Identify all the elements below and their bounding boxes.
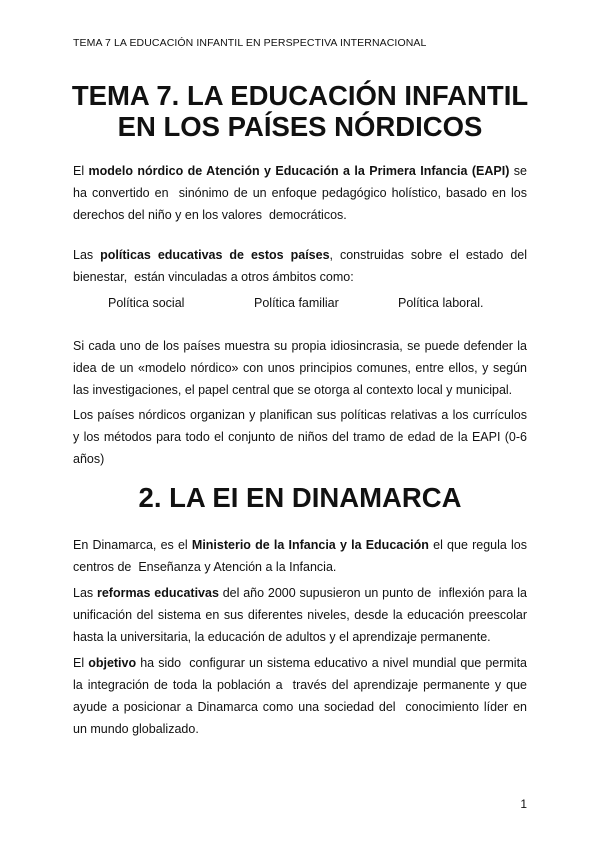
paragraph-ministry <box>73 534 531 578</box>
paragraph-curricula: Los países nórdicos organizan y planifican sus políticas relativas a los currículos y los métodos para todo el conjunto de niños del tramo de edad de la EAPI (0-6 años) <box>73 408 527 466</box>
p7-bold: objetivo <box>88 656 137 670</box>
p5-text-a: En Dinamarca, es el <box>73 538 192 552</box>
p7-text-c: ha sido configurar un sistema educativo a nivel mundial que permita la integración de toda la población a través del aprendizaje permanente y que ayude a posicionar a Dinamarca como una sociedad del conocimiento líder en un mundo globalizado. <box>73 656 531 736</box>
paragraph-eapi <box>73 160 531 226</box>
paragraph-policies <box>73 244 531 288</box>
p6-bold: reformas educativas <box>96 586 219 600</box>
title-line-1: TEMA 7. LA EDUCACIÓN INFANTIL <box>71 80 529 111</box>
policy-item-social: Política social <box>108 296 185 310</box>
p5-bold: Ministerio de la Infancia y la Educación <box>191 538 429 552</box>
p5-text-c: el que regula los centros de Enseñanza y Atención a la Infancia. <box>73 538 531 574</box>
p2-text-c: , construidas sobre el estado del bienestar, están vinculadas a otros ámbitos como: <box>73 248 531 284</box>
page-title <box>60 80 540 142</box>
p1-bold: modelo nórdico de Atención y Educación a la Primera Infancia (EAPI) <box>88 164 510 178</box>
page-number: 1 <box>520 797 527 811</box>
title-line-2: EN LOS PAÍSES NÓRDICOS <box>117 111 483 142</box>
p7-text-a: El <box>73 656 89 670</box>
paragraph-nordic-model: Si cada uno de los países muestra su propia idiosincrasia, se puede defender la idea de un «modelo nórdico» con unos principios comunes, entre ellos, y según las investigaciones, el papel central que se otorga al contexto local y municipal. <box>73 339 527 397</box>
policy-item-family: Política familiar <box>254 296 339 310</box>
p2-bold: políticas educativas de estos países <box>100 248 330 262</box>
p1-text-c: se ha convertido en sinónimo de un enfoque pedagógico holístico, basado en los derechos del niño y en los valores democráticos. <box>73 164 531 222</box>
policy-item-labor: Política laboral. <box>398 296 484 310</box>
p1-text-a: El <box>73 164 89 178</box>
p2-text-a: Las <box>73 248 101 262</box>
p6-text-c: del año 2000 supusieron un punto de inflexión para la unificación del sistema en sus diferentes niveles, desde la educación preescolar hasta la universitaria, la educación de adultos y el aprendizaje permanente. <box>73 586 531 644</box>
paragraph-objective <box>73 652 531 740</box>
p6-text-a: Las <box>73 586 97 600</box>
paragraph-reforms <box>73 582 531 648</box>
section-title-denmark: 2. LA EI EN DINAMARCA <box>138 482 462 513</box>
running-header: TEMA 7 LA EDUCACIÓN INFANTIL EN PERSPECTIVA INTERNACIONAL <box>73 37 427 49</box>
